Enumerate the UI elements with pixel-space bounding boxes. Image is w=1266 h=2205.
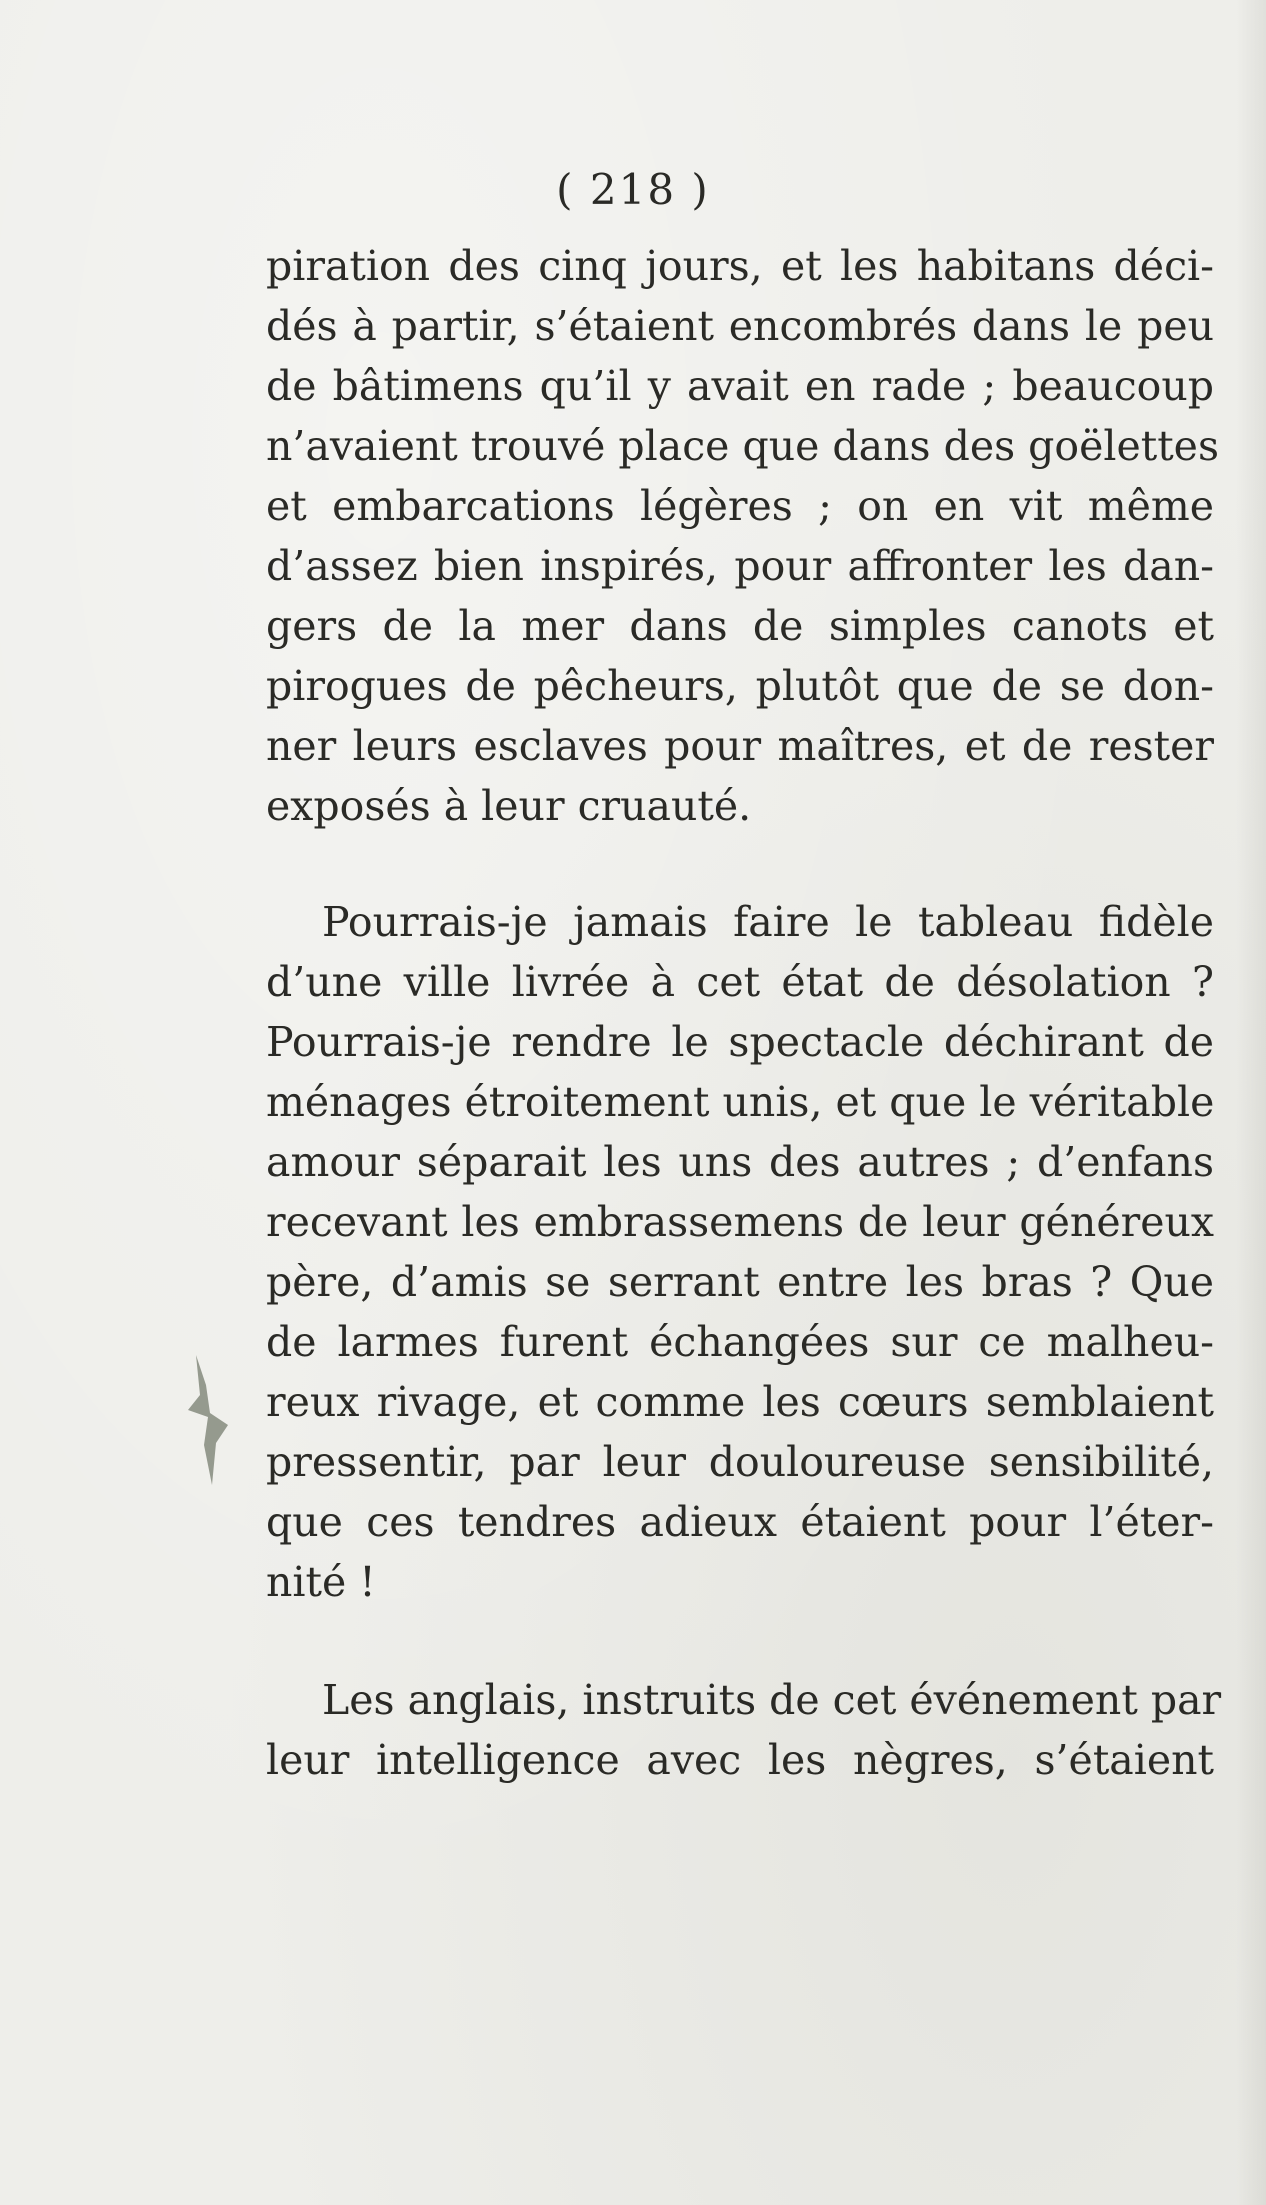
text-line: et embarcations légères ; on en vit même xyxy=(266,482,1214,530)
text-line: que ces tendres adieux étaient pour l’éter- xyxy=(266,1498,1214,1546)
text-line: dés à partir, s’étaient encombrés dans le peu xyxy=(266,302,1214,350)
text-line: piration des cinq jours, et les habitans déci- xyxy=(266,242,1214,290)
page-edge-shadow xyxy=(1236,0,1266,2205)
text-line: d’une ville livrée à cet état de désolation ? xyxy=(266,958,1214,1006)
text-line: reux rivage, et comme les cœurs semblaient xyxy=(266,1378,1214,1426)
text-line: pirogues de pêcheurs, plutôt que de se don- xyxy=(266,662,1214,710)
text-line: exposés à leur cruauté. xyxy=(266,782,752,830)
text-line: nité ! xyxy=(266,1558,376,1606)
ink-stain-mark xyxy=(178,1355,230,1485)
text-line: leur intelligence avec les nègres, s’étaient xyxy=(266,1736,1214,1784)
text-line: Les anglais, instruits de cet événement par xyxy=(322,1676,1222,1724)
text-line: ner leurs esclaves pour maîtres, et de rester xyxy=(266,722,1214,770)
text-line: n’avaient trouvé place que dans des goëlettes xyxy=(266,422,1219,470)
text-line: ménages étroitement unis, et que le véritable xyxy=(266,1078,1215,1126)
page-number: ( 218 ) xyxy=(556,165,710,214)
text-line: Pourrais-je jamais faire le tableau fidèle xyxy=(322,898,1214,946)
text-line: pressentir, par leur douloureuse sensibilité, xyxy=(266,1438,1214,1486)
text-line: amour séparait les uns des autres ; d’enfans xyxy=(266,1138,1214,1186)
text-line: recevant les embrassemens de leur généreux xyxy=(266,1198,1214,1246)
text-line: d’assez bien inspirés, pour affronter les dan- xyxy=(266,542,1214,590)
text-line: de bâtimens qu’il y avait en rade ; beaucoup xyxy=(266,362,1214,410)
text-line: Pourrais-je rendre le spectacle déchirant de xyxy=(266,1018,1214,1066)
text-line: père, d’amis se serrant entre les bras ? Que xyxy=(266,1258,1214,1306)
text-line: de larmes furent échangées sur ce malheu- xyxy=(266,1318,1214,1366)
text-line: gers de la mer dans de simples canots et xyxy=(266,602,1214,650)
